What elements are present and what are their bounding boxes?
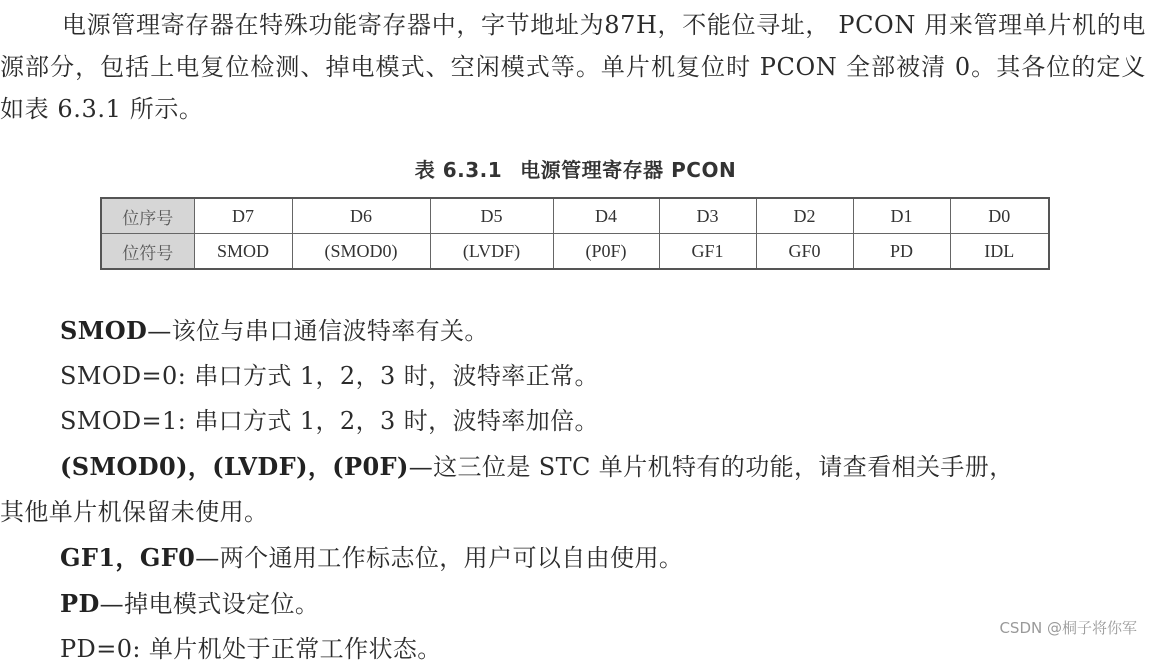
bit-number-cell: D4 xyxy=(553,198,659,234)
bit-number-cell: D2 xyxy=(756,198,853,234)
bit-symbol-cell: PD xyxy=(853,234,950,270)
bit-number-cell: D7 xyxy=(194,198,292,234)
definition-smod xyxy=(0,308,1151,354)
definition-smod-1: SMOD=1: 串口方式 1，2，3 时，波特率加倍。 xyxy=(60,407,599,435)
bit-symbol-cell: (LVDF) xyxy=(430,234,553,270)
bit-definitions xyxy=(0,308,1151,672)
bit-number-cell: D5 xyxy=(430,198,553,234)
bit-number-cell: D3 xyxy=(659,198,756,234)
bit-number-row xyxy=(101,198,1049,234)
definition-smod-0: SMOD=0: 串口方式 1，2，3 时，波特率正常。 xyxy=(60,362,599,390)
bit-symbol-cell: GF1 xyxy=(659,234,756,270)
pcon-register-table xyxy=(100,197,1050,270)
table-caption xyxy=(0,154,1151,183)
bit-number-cell: D6 xyxy=(292,198,430,234)
bit-symbol-cell: SMOD xyxy=(194,234,292,270)
bit-symbol-cell: (P0F) xyxy=(553,234,659,270)
term-gf: GF1，GF0 xyxy=(60,543,196,572)
desc-stc-bits: —这三位是 STC 单片机特有的功能，请查看相关手册， xyxy=(408,453,1014,481)
desc-pd: —掉电模式设定位。 xyxy=(99,590,320,618)
desc-smod: —该位与串口通信波特率有关。 xyxy=(147,317,489,345)
bit-symbol-cell: (SMOD0) xyxy=(292,234,430,270)
definition-stc-bits xyxy=(0,444,1151,490)
bit-number-cell: D0 xyxy=(950,198,1049,234)
term-smod: SMOD xyxy=(60,316,148,345)
term-pd: PD xyxy=(60,589,100,618)
table-title: 电源管理寄存器 PCON xyxy=(520,158,737,182)
table-number: 表 6.3.1 xyxy=(414,158,503,182)
bit-symbol-cell: GF0 xyxy=(756,234,853,270)
definition-pd xyxy=(0,581,1151,627)
bit-symbol-row xyxy=(101,234,1049,270)
definition-gf xyxy=(0,535,1151,581)
row-header-bit-number: 位序号 xyxy=(101,198,194,234)
bit-symbol-cell: IDL xyxy=(950,234,1049,270)
row-header-bit-symbol: 位符号 xyxy=(101,234,194,270)
csdn-watermark: CSDN @桐子将你军 xyxy=(999,619,1137,637)
definition-pd-0: PD=0: 单片机处于正常工作状态。 xyxy=(60,635,442,663)
term-stc-bits: (SMOD0)，(LVDF)，(P0F) xyxy=(60,452,409,481)
intro-paragraph: 电源管理寄存器在特殊功能寄存器中，字节地址为87H，不能位寻址， PCON 用来管理单片机的电源部分，包括上电复位检测、掉电模式、空闲模式等。单片机复位时 PCON 全部被清 0。其各位的定义如表 6.3.1 所示。 xyxy=(0,11,1146,123)
bit-number-cell: D1 xyxy=(853,198,950,234)
definition-stc-bits-continued: 其他单片机保留未使用。 xyxy=(0,498,269,526)
desc-gf: —两个通用工作标志位，用户可以自由使用。 xyxy=(195,544,684,572)
